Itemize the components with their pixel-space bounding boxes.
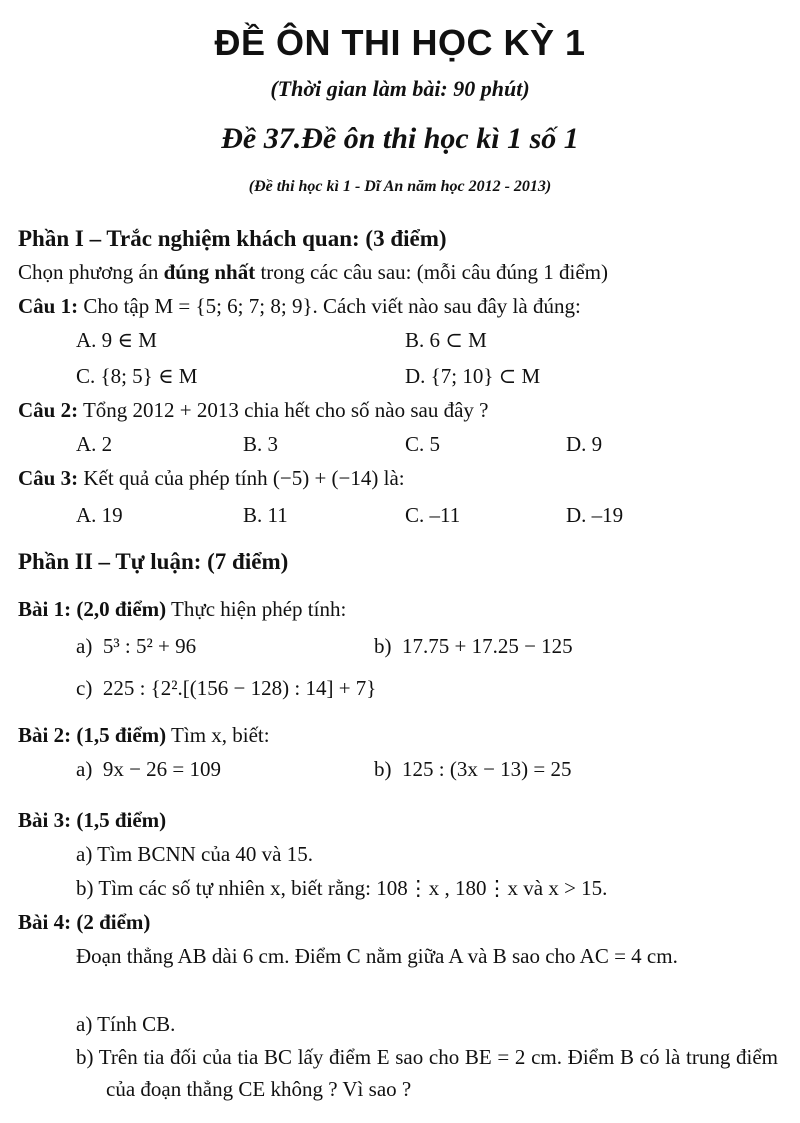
bai3-part-b: b) Tìm các số tự nhiên x, biết rằng: 108⋮x , 180⋮x và x > 15. (76, 876, 608, 900)
bai2-part-b (374, 757, 572, 782)
part2-heading: Phần II – Tự luận: (7 điểm) (18, 549, 289, 574)
question-text: Cho tập M = {5; 6; 7; 8; 9}. Cách viết nào sau đây là đúng: (78, 294, 581, 318)
q3-option-c: C. –11 (405, 503, 461, 527)
item-label: c) (76, 676, 93, 700)
item-expression: 5³ : 5² + 96 (102, 634, 197, 658)
item-label: a) (76, 757, 93, 781)
q3-option-a: A. 19 (76, 503, 123, 527)
item-label: b) (374, 757, 392, 781)
question-label: Câu 3: (18, 466, 79, 490)
question-label: Câu 1: (18, 294, 79, 318)
exercise-label: Bài 1: (2,0 điểm) (18, 597, 167, 621)
instruction-prefix: Chọn phương án (18, 260, 164, 284)
time-note: (Thời gian làm bài: 90 phút) (270, 76, 530, 101)
part1-heading: Phần I – Trắc nghiệm khách quan: (3 điểm) (18, 226, 447, 251)
q3-option-d: D. –19 (566, 503, 624, 527)
question-2 (18, 398, 488, 423)
part1-instruction (18, 260, 608, 285)
q2-option-c: C. 5 (405, 432, 441, 456)
exercise-text: Thực hiện phép tính: (166, 597, 347, 621)
exercise-3-label: Bài 3: (1,5 điểm) (18, 808, 167, 832)
exercise-1 (18, 597, 346, 622)
bai4-part-b: b) Trên tia đối của tia BC lấy điểm E sao cho BE = 2 cm. Điểm B có là trung điểm của đoạn thẳng CE không ? Vì sao ? (76, 1045, 778, 1101)
instruction-emphasis: đúng nhất (163, 260, 256, 284)
question-label: Câu 2: (18, 398, 79, 422)
item-label: a) (76, 634, 93, 658)
question-3 (18, 466, 405, 491)
item-expression: 17.75 + 17.25 − 125 (402, 634, 573, 658)
bai1-part-c (76, 676, 376, 701)
instruction-suffix: trong các câu sau: (mỗi câu đúng 1 điểm) (255, 260, 609, 284)
bai4-intro: Đoạn thẳng AB dài 6 cm. Điểm C nằm giữa A và B sao cho AC = 4 cm. (76, 944, 678, 968)
q1-option-c: C. {8; 5} ∈ M (76, 364, 198, 388)
q3-option-b: B. 11 (243, 503, 288, 527)
q2-option-d: D. 9 (566, 432, 603, 456)
exercise-4-label: Bài 4: (2 điểm) (18, 910, 151, 934)
exercise-label: Bài 2: (1,5 điểm) (18, 723, 167, 747)
item-expression: 125 : (3x − 13) = 25 (402, 757, 572, 781)
exercise-2 (18, 723, 270, 748)
exam-source: (Đề thi học kì 1 - Dĩ An năm học 2012 - 2013) (248, 178, 552, 195)
q2-option-a: A. 2 (76, 432, 113, 456)
bai2-part-a (76, 757, 221, 782)
bai3-part-a: a) Tìm BCNN của 40 và 15. (76, 842, 313, 866)
question-text: Tổng 2012 + 2013 chia hết cho số nào sau đây ? (78, 398, 489, 422)
q2-option-b: B. 3 (243, 432, 279, 456)
q1-option-a: A. 9 ∈ M (76, 328, 157, 352)
q1-option-b: B. 6 ⊂ M (405, 328, 487, 352)
page-title: ĐỀ ÔN THI HỌC KỲ 1 (214, 22, 586, 63)
exam-name: Đề 37.Đề ôn thi học kì 1 số 1 (221, 122, 579, 155)
exercise-text: Tìm x, biết: (166, 723, 270, 747)
question-text: Kết quả của phép tính (−5) + (−14) là: (78, 466, 405, 490)
question-1 (18, 294, 581, 319)
bai1-part-b (374, 634, 573, 659)
bai4-part-a: a) Tính CB. (76, 1012, 176, 1036)
bai1-part-a (76, 634, 196, 659)
item-expression: 9x − 26 = 109 (102, 757, 222, 781)
item-expression: 225 : {2².[(156 − 128) : 14] + 7} (102, 676, 377, 700)
item-label: b) (374, 634, 392, 658)
q1-option-d: D. {7; 10} ⊂ M (405, 364, 541, 388)
